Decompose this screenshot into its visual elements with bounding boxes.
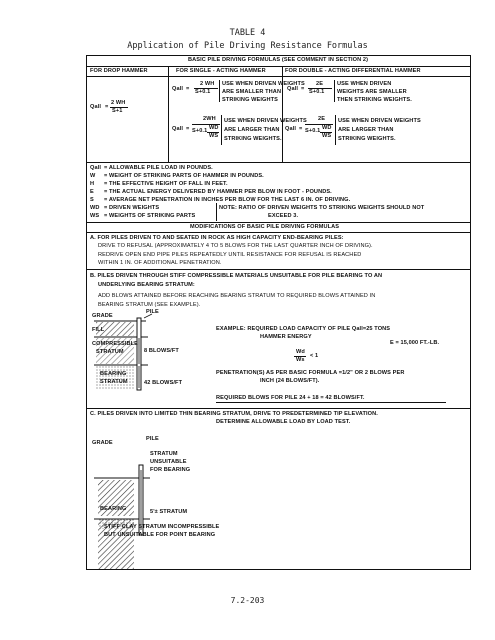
use-larger-r-1: USE WHEN DRIVEN WEIGHTS [338, 118, 421, 124]
equals: = [105, 104, 109, 110]
ws-symbol: WS [209, 133, 219, 139]
stiff-clay-1: STIFF CLAY STRATUM INCOMPRESSIBLE [104, 524, 220, 530]
blows-8: 8 BLOWS/FT [144, 348, 179, 354]
example-line-penetration: PENETRATION(S) AS PER BASIC FORMULA =1/2" OR 2 BLOWS PER [216, 370, 405, 376]
def-text: = WEIGHT OF STRIKING PARTS OF HAMMER IN POUNDS. [104, 173, 264, 179]
denominator-s1: S+1 [112, 108, 123, 114]
use-smaller-r-2: WEIGHTS ARE SMALLER [337, 89, 407, 95]
section-a-line-1: A. FOR PILES DRIVEN TO AND SEATED IN ROCK AS HIGH CAPACITY END-BEARING PILES: [90, 235, 344, 241]
use-larger-2: ARE LARGER THAN [224, 127, 280, 133]
section-a-line-2: DRIVE TO REFUSAL (APPROXIMATELY 4 TO 5 BLOWS FOR THE LAST QUARTER INCH OF DRIVING). [98, 243, 373, 249]
def-text: = WEIGHTS OF STRIKING PARTS [104, 213, 196, 219]
equals: = [301, 86, 305, 92]
use-smaller-r-1: USE WHEN DRIVEN [337, 81, 392, 87]
qall-symbol: Qall [287, 86, 298, 92]
section-b-line-3: ADD BLOWS ATTAINED BEFORE REACHING BEARING STRATUM TO REQUIRED BLOWS ATTAINED IN [98, 293, 376, 299]
example-ratio: < 1 [310, 353, 319, 359]
page-number: 7.2-203 [230, 596, 265, 605]
grade-label: GRADE [92, 313, 113, 319]
def-text: = THE ACTUAL ENERGY DELIVERED BY HAMMER PER BLOW IN FOOT - POUNDS. [104, 189, 332, 195]
example-line-1: EXAMPLE: REQUIRED LOAD CAPACITY OF PILE Qall=25 TONS [216, 326, 391, 332]
bearing-label-1: BEARING [100, 371, 127, 377]
use-smaller-3: STRIKING WEIGHTS [222, 97, 278, 103]
qall-symbol: Qall [90, 104, 101, 110]
section-a-line-3: REDRIVE OPEN END PIPE PILES REPEATEDLY UNTIL RESISTANCE FOR REFUSAL IS REACHED [98, 252, 362, 258]
def-symbol: H [90, 181, 95, 187]
denominator-s01: S+0.1 [309, 89, 325, 95]
grade-label: GRADE [92, 440, 113, 446]
stratum-label-2: UNSUITABLE [150, 459, 187, 465]
pile-label: PILE [146, 436, 159, 442]
use-smaller-r-3: THEN STRIKING WEIGHTS. [337, 97, 412, 103]
def-text: = ALLOWABLE PILE LOAD IN POUNDS. [104, 165, 213, 171]
wd-symbol: WD [322, 125, 332, 131]
table-title: Application of Pile Driving Resistance Formulas [127, 41, 368, 51]
numerator-2wh: 2 WH [200, 81, 215, 87]
numerator-2e: 2E [316, 81, 324, 87]
def-text: = DRIVEN WEIGHTS [104, 205, 160, 211]
section-b-line-1: B. PILES DRIVEN THROUGH STIFF COMPRESSIBLE MATERIALS UNSUITABLE FOR PILE BEARING TO AN [90, 273, 383, 279]
use-larger-3: STRIKING WEIGHTS. [224, 136, 282, 142]
ws-symbol: WS [322, 133, 332, 139]
use-larger-1: USE WHEN DRIVEN WEIGHTS [224, 118, 307, 124]
section-b-line-4: BEARING STRATUM (SEE EXAMPLE). [98, 302, 201, 308]
fill-label: FILL [92, 327, 105, 333]
example-wd: Wd [296, 349, 305, 355]
def-symbol: WD [90, 205, 100, 211]
def-symbol: W [90, 173, 96, 179]
def-text: = THE EFFECTIVE HEIGHT OF FALL IN FEET. [104, 181, 228, 187]
use-larger-r-3: STRIKING WEIGHTS. [338, 136, 396, 142]
divider [86, 408, 471, 409]
figure-c [94, 465, 150, 570]
example-ws: Ws [296, 357, 305, 363]
equals: = [299, 126, 303, 132]
example-line-required: REQUIRED BLOWS FOR PILE 24 + 18 = 42 BLOWS/FT. [216, 395, 365, 401]
section-c-line-2: DETERMINE ALLOWABLE LOAD BY LOAD TEST. [216, 419, 351, 425]
wd-symbol: WD [209, 125, 219, 131]
example-line-inch: INCH (24 BLOWS/FT). [260, 378, 320, 384]
def-symbol: Qall [90, 165, 101, 171]
example-energy: E = 15,000 FT.-LB. [390, 340, 440, 346]
bearing-layer [96, 366, 134, 390]
underline [216, 402, 446, 403]
qall-symbol: Qall [172, 126, 183, 132]
pile-label: PILE [146, 309, 159, 315]
def-symbol: E [90, 189, 94, 195]
numerator-2wh: 2WH [203, 116, 216, 122]
blows-42: 42 BLOWS/FT [144, 380, 183, 386]
col-drop-hammer: FOR DROP HAMMER [90, 68, 148, 74]
note-line-1: NOTE: RATIO OF DRIVEN WEIGHTS TO STRIKING WEIGHTS SHOULD NOT [219, 205, 425, 211]
equals: = [186, 126, 190, 132]
example-hammer: HAMMER ENERGY [260, 334, 312, 340]
stiff-clay-2: BUT UNSUITABLE FOR POINT BEARING [104, 532, 216, 538]
col-double-acting: FOR DOUBLE - ACTING DIFFERENTIAL HAMMER [285, 68, 421, 74]
denominator-s01: S+0.1 [192, 128, 208, 134]
table-number: TABLE 4 [229, 28, 266, 38]
use-smaller-1: USE WHEN DRIVEN WEIGHTS [222, 81, 305, 87]
numerator-2e: 2E [318, 116, 326, 122]
note-line-2: EXCEED 3. [268, 213, 299, 219]
formulas-title: BASIC PILE DRIVING FORMULAS (SEE COMMENT IN SECTION 2) [188, 57, 369, 63]
bearing-label-2: STRATUM [100, 379, 128, 385]
compressible-label-1: COMPRESSIBLE [92, 341, 138, 347]
equals: = [186, 86, 190, 92]
modifications-title: MODIFICATIONS OF BASIC PILE DRIVING FORMULAS [190, 224, 340, 230]
compressible-label-2: STRATUM [96, 349, 124, 355]
qall-symbol: Qall [172, 86, 183, 92]
bearing-label: BEARING [100, 506, 127, 512]
def-symbol: S [90, 197, 94, 203]
stratum-label-1: STRATUM [150, 451, 178, 457]
stratum-label-3: FOR BEARING [150, 467, 191, 473]
five-ft-stratum: 5'± STRATUM [150, 509, 188, 515]
section-a-line-4: WITHIN 1 IN. OF ADDITIONAL PENETRATION. [98, 260, 222, 266]
col-single-acting: FOR SINGLE - ACTING HAMMER [176, 68, 266, 74]
def-text: = AVERAGE NET PENETRATION IN INCHES PER BLOW FOR THE LAST 6 IN. OF DRIVING. [104, 197, 351, 203]
section-c-line-1: C. PILES DRIVEN INTO LIMITED THIN BEARING STRATUM, DRIVE TO PREDETERMINED TIP ELEVATION. [90, 411, 378, 417]
denominator-s01: S+0.1 [195, 89, 211, 95]
use-smaller-2: ARE SMALLER THAN [222, 89, 282, 95]
denominator-s01: S+0.1 [305, 128, 321, 134]
def-symbol: WS [90, 213, 100, 219]
section-b-line-2: UNDERLYING BEARING STRATUM: [98, 282, 195, 288]
qall-symbol: Qall [285, 126, 296, 132]
use-larger-r-2: ARE LARGER THAN [338, 127, 394, 133]
numerator-2wh: 2 WH [111, 100, 126, 106]
